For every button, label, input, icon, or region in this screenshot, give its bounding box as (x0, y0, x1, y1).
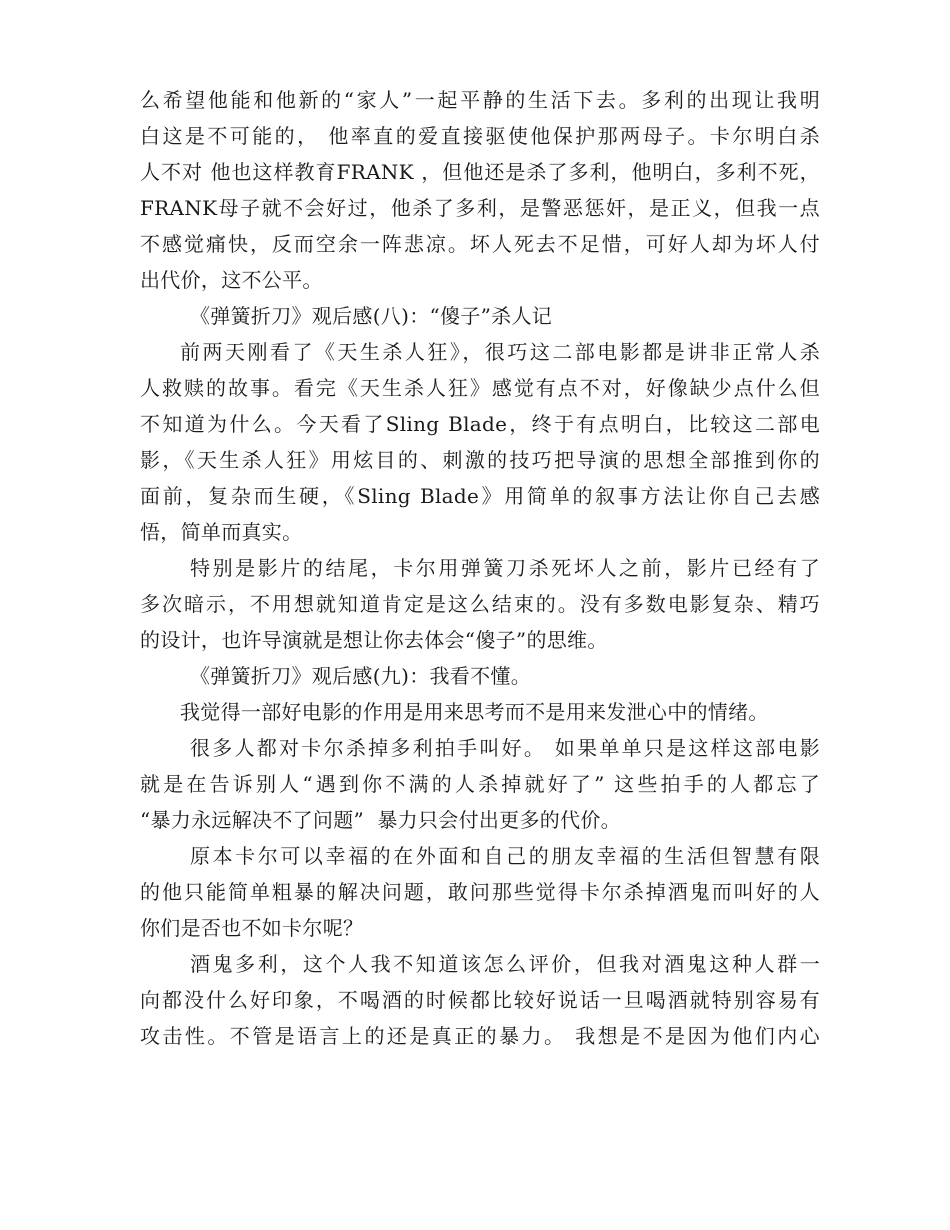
text-line: 向都没什么好印象，不喝酒的时候都比较好说话一旦喝酒就特别容易有 (140, 988, 820, 1012)
text-line: 悟，简单而真实。 (140, 520, 303, 544)
text-line: 不感觉痛快，反而空余一阵悲凉。坏人死去不足惜，可好人却为坏人付 (140, 232, 820, 256)
text-line: 攻击性。不管是语言上的还是真正的暴力。 我想是不是因为他们内心 (140, 1024, 820, 1048)
text-line: 原本卡尔可以幸福的在外面和自己的朋友幸福的生活但智慧有限 (190, 844, 820, 868)
section-heading: 《弹簧折刀》观后感(九)：我看不懂。 (190, 664, 532, 688)
text-line: 酒鬼多利，这个人我不知道该怎么评价，但我对酒鬼这种人群一 (190, 952, 820, 976)
text-line: 面前，复杂而生硬，《Sling Blade》用简单的叙事方法让你自己去感 (140, 484, 820, 508)
text-line: 多次暗示，不用想就知道肯定是这么结束的。没有多数电影复杂、精巧 (140, 592, 820, 616)
text-line: 就是在告诉别人“遇到你不满的人杀掉就好了” 这些拍手的人都忘了 (140, 772, 820, 796)
text-line: 我觉得一部好电影的作用是用来思考而不是用来发泄心中的情绪。 (180, 700, 769, 724)
text-line: 前两天刚看了《天生杀人狂》，很巧这二部电影都是讲非正常人杀 (180, 340, 820, 364)
text-line: 出代价，这不公平。 (140, 268, 323, 292)
text-line: 不知道为什么。今天看了Sling Blade，终于有点明白，比较这二部电 (140, 412, 820, 436)
text-line: 的他只能简单粗暴的解决问题，敢问那些觉得卡尔杀掉酒鬼而叫好的人 (140, 880, 820, 904)
text-line: 特别是影片的结尾，卡尔用弹簧刀杀死坏人之前，影片已经有了 (190, 556, 820, 580)
text-line: 人救赎的故事。看完《天生杀人狂》感觉有点不对，好像缺少点什么但 (140, 376, 820, 400)
text-line: “暴力永远解决不了问题” 暴力只会付出更多的代价。 (140, 808, 621, 832)
text-line: 很多人都对卡尔杀掉多利拍手叫好。 如果单单只是这样这部电影 (190, 736, 820, 760)
text-line: 么希望他能和他新的“家人”一起平静的生活下去。多利的出现让我明 (140, 88, 820, 112)
text-line: FRANK母子就不会好过，他杀了多利，是警恶惩奸，是正义，但我一点 (140, 196, 820, 220)
section-heading: 《弹簧折刀》观后感(八)：“傻子”杀人记 (190, 304, 553, 328)
text-line: 的设计，也许导演就是想让你去体会“傻子”的思维。 (140, 628, 608, 652)
text-line: 人不对 他也这样教育FRANK ，但他还是杀了多利，他明白，多利不死， (140, 160, 820, 184)
text-line: 白这是不可能的， 他率直的爱直接驱使他保护那两母子。卡尔明白杀 (140, 124, 820, 148)
document-body (140, 82, 820, 1054)
text-line: 你们是否也不如卡尔呢？ (140, 916, 364, 940)
text-line: 影，《天生杀人狂》用炫目的、刺激的技巧把导演的思想全部推到你的 (140, 448, 820, 472)
